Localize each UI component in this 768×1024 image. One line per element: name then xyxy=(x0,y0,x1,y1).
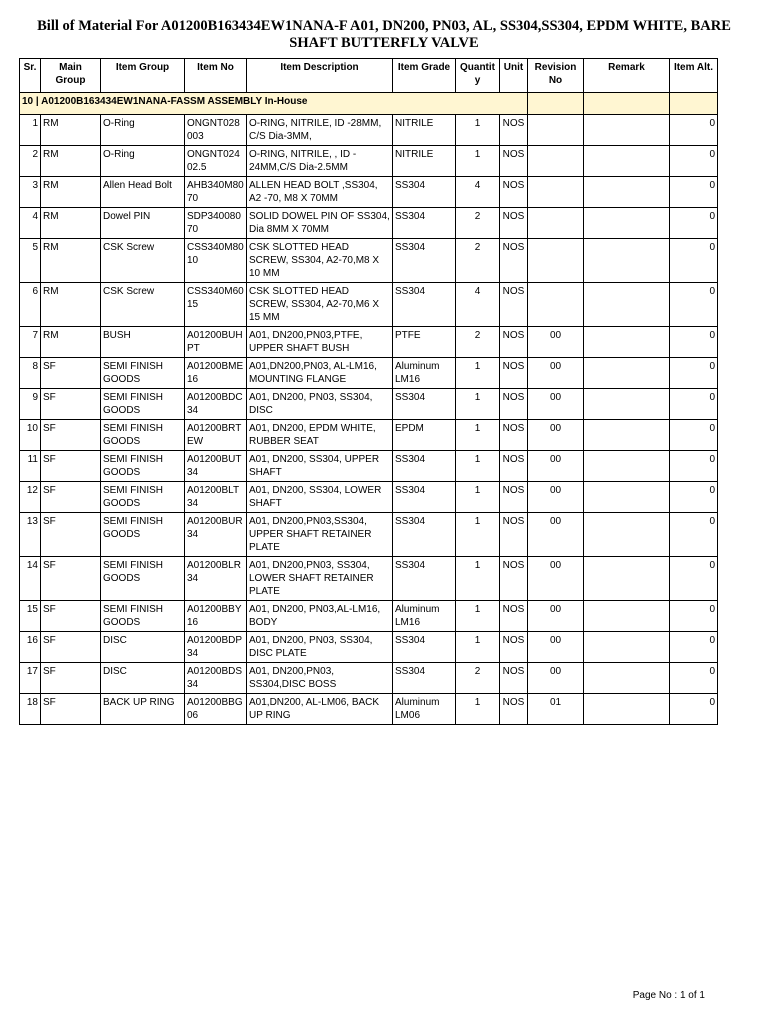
table-row xyxy=(20,663,718,694)
header-unit: Unit xyxy=(500,59,528,93)
cell-sr: 9 xyxy=(20,389,41,420)
cell-remark xyxy=(584,601,670,632)
cell-quantity: 1 xyxy=(456,557,500,601)
cell-item-no: AHB340M8070 xyxy=(185,177,247,208)
cell-remark xyxy=(584,389,670,420)
cell-item-group: SEMI FINISH GOODS xyxy=(101,482,185,513)
cell-sr: 15 xyxy=(20,601,41,632)
cell-sr: 11 xyxy=(20,451,41,482)
cell-main-group: RM xyxy=(41,177,101,208)
cell-item-description: ALLEN HEAD BOLT ,SS304, A2 -70, M8 X 70MM xyxy=(247,177,393,208)
cell-main-group: RM xyxy=(41,208,101,239)
cell-item-no: A01200BUR34 xyxy=(185,513,247,557)
cell-quantity: 1 xyxy=(456,694,500,725)
cell-item-no: A01200BLT34 xyxy=(185,482,247,513)
table-row xyxy=(20,601,718,632)
table-row xyxy=(20,177,718,208)
cell-quantity: 1 xyxy=(456,601,500,632)
cell-main-group: SF xyxy=(41,482,101,513)
cell-item-no: CSS340M8010 xyxy=(185,239,247,283)
cell-item-alt: 0 xyxy=(670,177,718,208)
cell-quantity: 1 xyxy=(456,451,500,482)
cell-sr: 13 xyxy=(20,513,41,557)
cell-revision-no: 00 xyxy=(528,557,584,601)
cell-item-grade: SS304 xyxy=(393,451,456,482)
table-row xyxy=(20,115,718,146)
cell-item-description: A01,DN200, AL-LM06, BACK UP RING xyxy=(247,694,393,725)
cell-quantity: 1 xyxy=(456,115,500,146)
cell-item-no: A01200BLR34 xyxy=(185,557,247,601)
header-item-description: Item Description xyxy=(247,59,393,93)
cell-quantity: 2 xyxy=(456,663,500,694)
document-title xyxy=(0,18,768,52)
cell-unit: NOS xyxy=(500,557,528,601)
cell-unit: NOS xyxy=(500,389,528,420)
cell-sr: 3 xyxy=(20,177,41,208)
header-item-grade: Item Grade xyxy=(393,59,456,93)
cell-revision-no: 00 xyxy=(528,420,584,451)
cell-sr: 16 xyxy=(20,632,41,663)
cell-item-grade: NITRILE xyxy=(393,115,456,146)
table-row xyxy=(20,482,718,513)
cell-item-alt: 0 xyxy=(670,420,718,451)
cell-revision-no xyxy=(528,239,584,283)
title-line-1: Bill of Material For A01200B163434EW1NANA-F A01, DN200, PN03, AL, SS304,SS304, EPDM WHITE, BARE xyxy=(37,18,731,34)
cell-item-description: A01,DN200,PN03, AL-LM16, MOUNTING FLANGE xyxy=(247,358,393,389)
cell-item-no: A01200BDS34 xyxy=(185,663,247,694)
cell-revision-no: 00 xyxy=(528,663,584,694)
cell-main-group: RM xyxy=(41,146,101,177)
cell-quantity: 2 xyxy=(456,239,500,283)
cell-sr: 8 xyxy=(20,358,41,389)
cell-item-description: O-RING, NITRILE, , ID - 24MM,C/S Dia-2.5MM xyxy=(247,146,393,177)
cell-item-no: A01200BME16 xyxy=(185,358,247,389)
cell-item-description: A01, DN200,PN03,PTFE, UPPER SHAFT BUSH xyxy=(247,327,393,358)
cell-quantity: 4 xyxy=(456,177,500,208)
cell-unit: NOS xyxy=(500,694,528,725)
cell-unit: NOS xyxy=(500,632,528,663)
cell-item-group: CSK Screw xyxy=(101,283,185,327)
cell-remark xyxy=(584,451,670,482)
cell-item-description: SOLID DOWEL PIN OF SS304, Dia 8MM X 70MM xyxy=(247,208,393,239)
cell-quantity: 1 xyxy=(456,632,500,663)
cell-unit: NOS xyxy=(500,327,528,358)
cell-remark xyxy=(584,513,670,557)
cell-quantity: 1 xyxy=(456,513,500,557)
cell-unit: NOS xyxy=(500,115,528,146)
cell-revision-no: 00 xyxy=(528,482,584,513)
cell-item-alt: 0 xyxy=(670,146,718,177)
cell-remark xyxy=(584,663,670,694)
cell-revision-no: 00 xyxy=(528,513,584,557)
cell-revision-no: 00 xyxy=(528,358,584,389)
cell-unit: NOS xyxy=(500,420,528,451)
cell-main-group: SF xyxy=(41,663,101,694)
header-main-group: Main Group xyxy=(41,59,101,93)
cell-main-group: SF xyxy=(41,601,101,632)
cell-item-no: ONGNT028003 xyxy=(185,115,247,146)
cell-main-group: SF xyxy=(41,451,101,482)
cell-item-group: DISC xyxy=(101,663,185,694)
cell-main-group: SF xyxy=(41,557,101,601)
table-row xyxy=(20,358,718,389)
cell-item-grade: SS304 xyxy=(393,663,456,694)
cell-item-description: A01, DN200, PN03, SS304, DISC xyxy=(247,389,393,420)
cell-sr: 2 xyxy=(20,146,41,177)
cell-item-group: SEMI FINISH GOODS xyxy=(101,451,185,482)
cell-item-alt: 0 xyxy=(670,283,718,327)
cell-item-alt: 0 xyxy=(670,239,718,283)
bom-table xyxy=(19,58,718,725)
table-row xyxy=(20,389,718,420)
cell-item-group: O-Ring xyxy=(101,115,185,146)
cell-item-description: A01, DN200, SS304, LOWER SHAFT xyxy=(247,482,393,513)
cell-item-grade: Aluminum LM16 xyxy=(393,601,456,632)
cell-unit: NOS xyxy=(500,663,528,694)
cell-revision-no xyxy=(528,177,584,208)
cell-item-alt: 0 xyxy=(670,694,718,725)
cell-quantity: 1 xyxy=(456,389,500,420)
cell-main-group: RM xyxy=(41,283,101,327)
cell-unit: NOS xyxy=(500,482,528,513)
cell-quantity: 1 xyxy=(456,420,500,451)
cell-item-group: DISC xyxy=(101,632,185,663)
cell-unit: NOS xyxy=(500,208,528,239)
cell-item-description: A01, DN200,PN03, SS304,DISC BOSS xyxy=(247,663,393,694)
cell-item-grade: SS304 xyxy=(393,283,456,327)
cell-item-grade: SS304 xyxy=(393,482,456,513)
cell-revision-no: 01 xyxy=(528,694,584,725)
cell-item-alt: 0 xyxy=(670,557,718,601)
cell-main-group: SF xyxy=(41,358,101,389)
cell-item-no: A01200BDC34 xyxy=(185,389,247,420)
cell-item-no: A01200BUT34 xyxy=(185,451,247,482)
cell-item-no: A01200BBG06 xyxy=(185,694,247,725)
cell-revision-no xyxy=(528,208,584,239)
cell-item-alt: 0 xyxy=(670,482,718,513)
cell-main-group: SF xyxy=(41,694,101,725)
cell-main-group: SF xyxy=(41,513,101,557)
cell-revision-no: 00 xyxy=(528,389,584,420)
cell-item-grade: SS304 xyxy=(393,389,456,420)
cell-sr: 12 xyxy=(20,482,41,513)
cell-main-group: SF xyxy=(41,389,101,420)
header-row xyxy=(20,59,718,93)
table-row xyxy=(20,283,718,327)
cell-revision-no: 00 xyxy=(528,451,584,482)
cell-sr: 17 xyxy=(20,663,41,694)
cell-item-grade: SS304 xyxy=(393,208,456,239)
cell-item-grade: Aluminum LM06 xyxy=(393,694,456,725)
cell-unit: NOS xyxy=(500,513,528,557)
cell-item-alt: 0 xyxy=(670,513,718,557)
cell-item-group: SEMI FINISH GOODS xyxy=(101,420,185,451)
table-row xyxy=(20,420,718,451)
group-row-cell xyxy=(584,93,670,115)
cell-remark xyxy=(584,115,670,146)
cell-sr: 4 xyxy=(20,208,41,239)
table-row xyxy=(20,451,718,482)
cell-item-alt: 0 xyxy=(670,327,718,358)
cell-remark xyxy=(584,632,670,663)
cell-remark xyxy=(584,482,670,513)
cell-item-group: Dowel PIN xyxy=(101,208,185,239)
cell-main-group: SF xyxy=(41,632,101,663)
cell-remark xyxy=(584,177,670,208)
cell-item-alt: 0 xyxy=(670,358,718,389)
cell-quantity: 1 xyxy=(456,358,500,389)
cell-remark xyxy=(584,420,670,451)
header-sr: Sr. xyxy=(20,59,41,93)
cell-item-group: SEMI FINISH GOODS xyxy=(101,358,185,389)
cell-item-alt: 0 xyxy=(670,208,718,239)
header-item-group: Item Group xyxy=(101,59,185,93)
cell-main-group: RM xyxy=(41,327,101,358)
cell-item-group: O-Ring xyxy=(101,146,185,177)
cell-remark xyxy=(584,208,670,239)
cell-sr: 6 xyxy=(20,283,41,327)
cell-item-grade: Aluminum LM16 xyxy=(393,358,456,389)
cell-item-no: A01200BRTEW xyxy=(185,420,247,451)
cell-revision-no: 00 xyxy=(528,632,584,663)
cell-unit: NOS xyxy=(500,177,528,208)
table-row xyxy=(20,694,718,725)
cell-remark xyxy=(584,694,670,725)
cell-unit: NOS xyxy=(500,601,528,632)
table-row xyxy=(20,513,718,557)
cell-revision-no: 00 xyxy=(528,327,584,358)
table-row xyxy=(20,632,718,663)
cell-unit: NOS xyxy=(500,358,528,389)
header-quantity: Quantity xyxy=(456,59,500,93)
cell-item-no: CSS340M6015 xyxy=(185,283,247,327)
cell-item-description: A01, DN200, PN03, SS304, DISC PLATE xyxy=(247,632,393,663)
table-row xyxy=(20,557,718,601)
cell-item-description: O-RING, NITRILE, ID -28MM, C/S Dia-3MM, xyxy=(247,115,393,146)
group-row-label: 10 | A01200B163434EW1NANA-FASSM ASSEMBLY In-House xyxy=(20,93,528,115)
cell-item-grade: SS304 xyxy=(393,557,456,601)
cell-main-group: RM xyxy=(41,115,101,146)
group-row xyxy=(20,93,718,115)
cell-remark xyxy=(584,283,670,327)
cell-sr: 1 xyxy=(20,115,41,146)
cell-main-group: RM xyxy=(41,239,101,283)
cell-item-no: ONGNT02402.5 xyxy=(185,146,247,177)
cell-item-alt: 0 xyxy=(670,115,718,146)
cell-item-alt: 0 xyxy=(670,663,718,694)
cell-item-description: A01, DN200, SS304, UPPER SHAFT xyxy=(247,451,393,482)
cell-remark xyxy=(584,146,670,177)
cell-item-group: CSK Screw xyxy=(101,239,185,283)
cell-quantity: 1 xyxy=(456,146,500,177)
cell-item-alt: 0 xyxy=(670,601,718,632)
header-remark: Remark xyxy=(584,59,670,93)
table-row xyxy=(20,327,718,358)
cell-item-description: CSK SLOTTED HEAD SCREW, SS304, A2-70,M8 X 10 MM xyxy=(247,239,393,283)
cell-sr: 7 xyxy=(20,327,41,358)
page-number: Page No : 1 of 1 xyxy=(632,990,705,1001)
cell-item-alt: 0 xyxy=(670,389,718,420)
cell-item-description: A01, DN200, EPDM WHITE, RUBBER SEAT xyxy=(247,420,393,451)
cell-main-group: SF xyxy=(41,420,101,451)
cell-quantity: 2 xyxy=(456,208,500,239)
cell-item-group: SEMI FINISH GOODS xyxy=(101,513,185,557)
cell-item-grade: SS304 xyxy=(393,239,456,283)
cell-revision-no xyxy=(528,115,584,146)
cell-item-group: SEMI FINISH GOODS xyxy=(101,601,185,632)
cell-item-grade: SS304 xyxy=(393,513,456,557)
cell-quantity: 2 xyxy=(456,327,500,358)
cell-item-no: A01200BDP34 xyxy=(185,632,247,663)
cell-item-no: SDP34008070 xyxy=(185,208,247,239)
cell-quantity: 4 xyxy=(456,283,500,327)
header-item-no: Item No xyxy=(185,59,247,93)
cell-item-no: A01200BUHPT xyxy=(185,327,247,358)
header-item-alt: Item Alt. xyxy=(670,59,718,93)
cell-item-grade: PTFE xyxy=(393,327,456,358)
cell-unit: NOS xyxy=(500,146,528,177)
cell-item-grade: SS304 xyxy=(393,177,456,208)
cell-item-description: A01, DN200,PN03, SS304, LOWER SHAFT RETAINER PLATE xyxy=(247,557,393,601)
cell-remark xyxy=(584,327,670,358)
title-line-2: SHAFT BUTTERFLY VALVE xyxy=(289,35,479,51)
cell-item-description: A01, DN200, PN03,AL-LM16, BODY xyxy=(247,601,393,632)
cell-revision-no xyxy=(528,283,584,327)
cell-revision-no: 00 xyxy=(528,601,584,632)
cell-item-group: Allen Head Bolt xyxy=(101,177,185,208)
cell-sr: 10 xyxy=(20,420,41,451)
group-row-cell xyxy=(670,93,718,115)
cell-item-group: SEMI FINISH GOODS xyxy=(101,557,185,601)
cell-item-grade: NITRILE xyxy=(393,146,456,177)
group-row-cell xyxy=(528,93,584,115)
cell-item-grade: EPDM xyxy=(393,420,456,451)
cell-item-description: CSK SLOTTED HEAD SCREW, SS304, A2-70,M6 X 15 MM xyxy=(247,283,393,327)
cell-item-alt: 0 xyxy=(670,632,718,663)
table-row xyxy=(20,239,718,283)
cell-quantity: 1 xyxy=(456,482,500,513)
cell-unit: NOS xyxy=(500,451,528,482)
cell-remark xyxy=(584,358,670,389)
cell-remark xyxy=(584,557,670,601)
cell-item-group: SEMI FINISH GOODS xyxy=(101,389,185,420)
cell-remark xyxy=(584,239,670,283)
cell-unit: NOS xyxy=(500,239,528,283)
cell-item-description: A01, DN200,PN03,SS304, UPPER SHAFT RETAINER PLATE xyxy=(247,513,393,557)
table-row xyxy=(20,208,718,239)
cell-sr: 18 xyxy=(20,694,41,725)
cell-item-alt: 0 xyxy=(670,451,718,482)
cell-sr: 5 xyxy=(20,239,41,283)
cell-sr: 14 xyxy=(20,557,41,601)
cell-item-group: BACK UP RING xyxy=(101,694,185,725)
cell-unit: NOS xyxy=(500,283,528,327)
cell-revision-no xyxy=(528,146,584,177)
header-revision-no: Revision No xyxy=(528,59,584,93)
table-row xyxy=(20,146,718,177)
cell-item-grade: SS304 xyxy=(393,632,456,663)
cell-item-group: BUSH xyxy=(101,327,185,358)
cell-item-no: A01200BBY16 xyxy=(185,601,247,632)
